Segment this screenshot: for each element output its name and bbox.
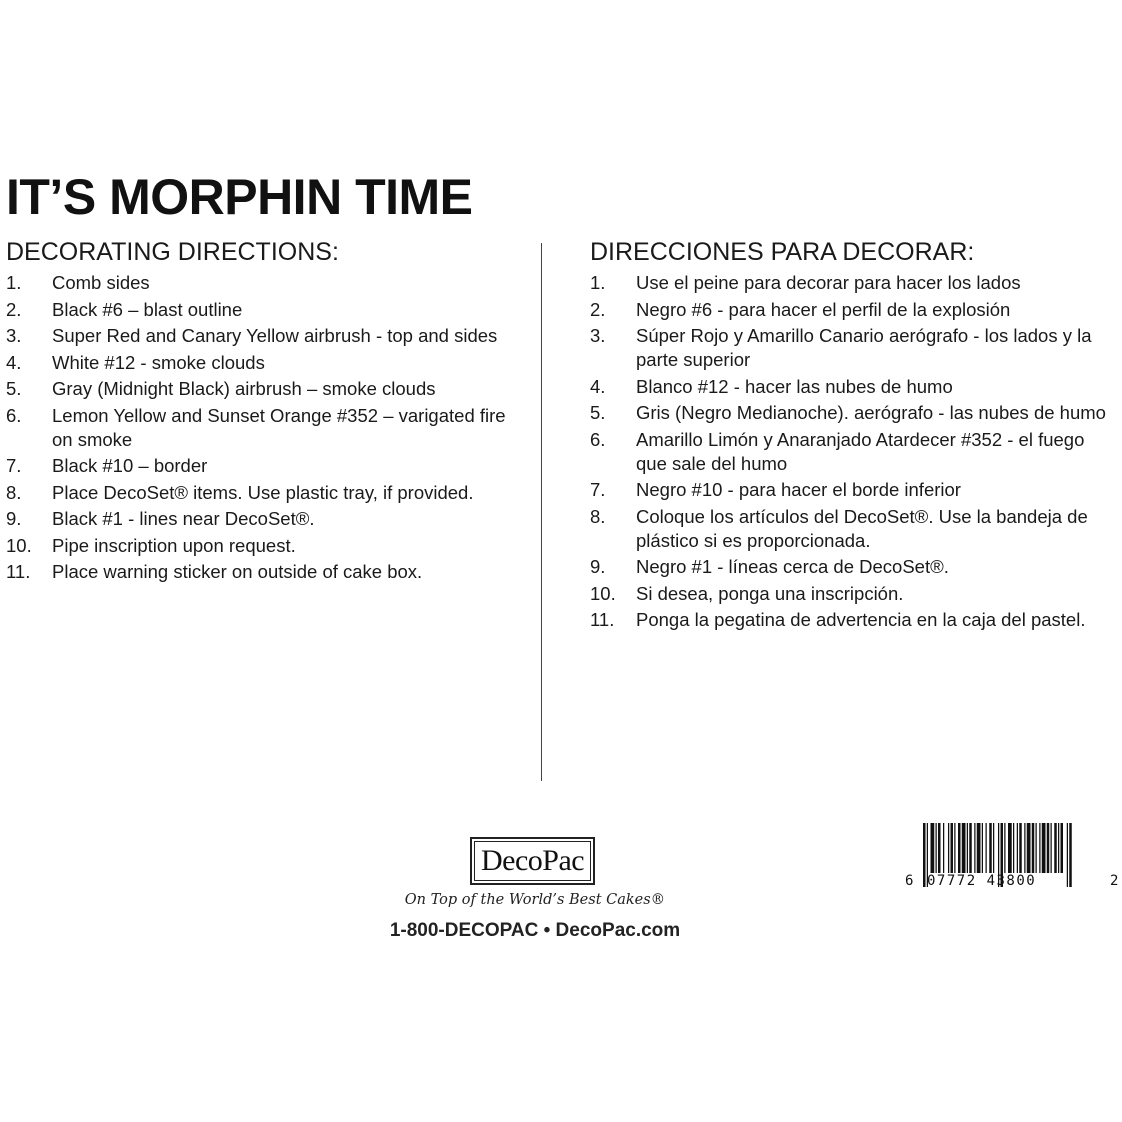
barcode-bar — [936, 823, 937, 873]
direction-text: Negro #10 - para hacer el borde inferior — [636, 479, 961, 500]
direction-number: 2. — [590, 298, 606, 320]
direction-text: Si desea, ponga una inscripción. — [636, 582, 904, 604]
direction-item — [590, 401, 1120, 425]
barcode-bar — [1069, 823, 1072, 887]
barcode-bar — [954, 823, 955, 873]
direction-item — [6, 560, 526, 584]
barcode-bar — [948, 823, 949, 873]
barcode-bar — [1004, 823, 1005, 873]
direction-number: 3. — [6, 325, 22, 346]
direction-item — [6, 454, 526, 478]
barcode-bar — [938, 823, 941, 873]
barcode-bar — [962, 823, 966, 873]
barcode-middle-digits: 07772 43800 — [927, 873, 1037, 889]
barcode-bar — [1027, 823, 1031, 873]
barcode-bar — [982, 823, 983, 873]
direction-number: 2. — [6, 298, 22, 320]
direction-item — [6, 507, 526, 531]
barcode-bar — [923, 823, 926, 887]
direction-item — [6, 404, 526, 452]
english-directions-list — [6, 271, 526, 584]
barcode-bar — [986, 823, 987, 873]
direction-text: Black #1 - lines near DecoSet®. — [52, 508, 315, 529]
direction-item — [590, 428, 1120, 476]
direction-text: Negro #1 - líneas cerca de DecoSet®. — [636, 556, 949, 577]
barcode-bar — [993, 823, 994, 873]
barcode-bar — [958, 823, 961, 873]
decopac-logo — [470, 837, 595, 885]
barcode-last-digit: 2 — [1110, 873, 1119, 889]
barcode-bar — [989, 823, 992, 873]
tagline: On Top of the World’s Best Cakes® — [404, 892, 666, 908]
direction-item — [590, 608, 1120, 632]
spanish-directions — [590, 238, 1120, 635]
direction-text: Place DecoSet® items. Use plastic tray, if provided. — [52, 481, 474, 503]
column-divider — [541, 243, 542, 781]
direction-item — [6, 271, 526, 295]
direction-number: 7. — [590, 479, 606, 500]
barcode-bar — [1058, 823, 1059, 873]
barcode-bar — [943, 823, 944, 873]
direction-item — [6, 481, 526, 505]
direction-number: 9. — [590, 556, 606, 577]
spanish-directions-list — [590, 271, 1120, 632]
direction-text: Place warning sticker on outside of cake box. — [52, 561, 423, 582]
direction-text: White #12 - smoke clouds — [52, 351, 265, 373]
direction-item — [590, 324, 1120, 372]
direction-number: 5. — [6, 378, 22, 399]
barcode-bar — [931, 823, 935, 873]
barcode-bar — [1051, 823, 1052, 873]
direction-item — [6, 534, 526, 558]
barcode-first-digit: 6 — [905, 873, 914, 889]
direction-text: Black #6 – blast outline — [52, 298, 243, 320]
direction-number: 4. — [6, 351, 22, 373]
direction-text: Súper Rojo y Amarillo Canario aerógrafo - los lados y la parte superior — [636, 325, 1092, 370]
direction-item — [590, 478, 1120, 502]
barcode-bar — [1067, 823, 1068, 887]
direction-number: 7. — [6, 455, 22, 476]
barcode-bar — [951, 823, 954, 873]
barcode-bar — [1036, 823, 1037, 873]
barcode-bar — [974, 823, 975, 873]
direction-item — [6, 298, 526, 322]
barcode-bar — [1061, 823, 1064, 873]
direction-text: Ponga la pegatina de advertencia en la caja del pastel. — [636, 609, 1086, 630]
barcode-bar — [977, 823, 981, 873]
barcode-bar — [1024, 823, 1025, 873]
direction-text: Amarillo Limón y Anaranjado Atardecer #352 - el fuego que sale del humo — [636, 428, 1085, 474]
direction-number: 6. — [590, 428, 606, 450]
logo-text: DecoPac — [474, 841, 591, 881]
page-title: IT’S MORPHIN TIME — [6, 169, 473, 225]
english-directions — [6, 238, 526, 587]
direction-text: Comb sides — [52, 272, 150, 293]
barcode-bar — [1042, 823, 1046, 873]
direction-number: 1. — [590, 272, 606, 293]
direction-text: Black #10 – border — [52, 455, 208, 476]
direction-number: 5. — [590, 402, 606, 423]
direction-item — [590, 505, 1120, 553]
direction-text: Negro #6 - para hacer el perfil de la explosión — [636, 298, 1011, 320]
direction-text: Lemon Yellow and Sunset Orange #352 – varigated fire on smoke — [52, 404, 506, 450]
barcode-bar — [1039, 823, 1040, 873]
direction-number: 1. — [6, 272, 22, 293]
direction-number: 10. — [590, 582, 616, 604]
barcode-bar — [969, 823, 972, 873]
barcode-bar — [967, 823, 968, 873]
direction-text: Blanco #12 - hacer las nubes de humo — [636, 375, 953, 397]
barcode-bar — [1013, 823, 1014, 873]
contact-info: 1-800-DECOPAC • DecoPac.com — [389, 920, 681, 941]
direction-text: Gray (Midnight Black) airbrush – smoke clouds — [52, 378, 436, 399]
direction-item — [590, 555, 1120, 579]
barcode-bar — [1032, 823, 1035, 873]
barcode-bar — [1017, 823, 1018, 873]
direction-number: 6. — [6, 404, 22, 426]
barcode-bar — [1008, 823, 1012, 873]
direction-text: Use el peine para decorar para hacer los lados — [636, 272, 1021, 293]
direction-number: 3. — [590, 325, 606, 346]
direction-number: 11. — [590, 609, 615, 630]
direction-number: 10. — [6, 534, 32, 556]
direction-number: 4. — [590, 375, 606, 397]
direction-item — [6, 351, 526, 375]
direction-item — [6, 377, 526, 401]
direction-item — [590, 271, 1120, 295]
direction-item — [590, 298, 1120, 322]
barcode-bar — [1019, 823, 1022, 873]
direction-item — [590, 375, 1120, 399]
english-heading: DECORATING DIRECTIONS: — [6, 238, 339, 266]
direction-text: Super Red and Canary Yellow airbrush - top and sides — [52, 325, 498, 346]
direction-item — [6, 324, 526, 348]
direction-text: Gris (Negro Medianoche). aerógrafo - las nubes de humo — [636, 402, 1106, 423]
direction-number: 9. — [6, 508, 22, 529]
barcode-bar — [1047, 823, 1050, 873]
direction-item — [590, 582, 1120, 606]
direction-text: Coloque los artículos del DecoSet®. Use la bandeja de plástico si es proporcionada. — [636, 505, 1088, 551]
direction-number: 11. — [6, 561, 31, 582]
direction-number: 8. — [590, 505, 606, 527]
spanish-heading: DIRECCIONES PARA DECORAR: — [590, 238, 975, 266]
direction-number: 8. — [6, 481, 22, 503]
barcode-bar — [1054, 823, 1057, 873]
direction-text: Pipe inscription upon request. — [52, 534, 296, 556]
